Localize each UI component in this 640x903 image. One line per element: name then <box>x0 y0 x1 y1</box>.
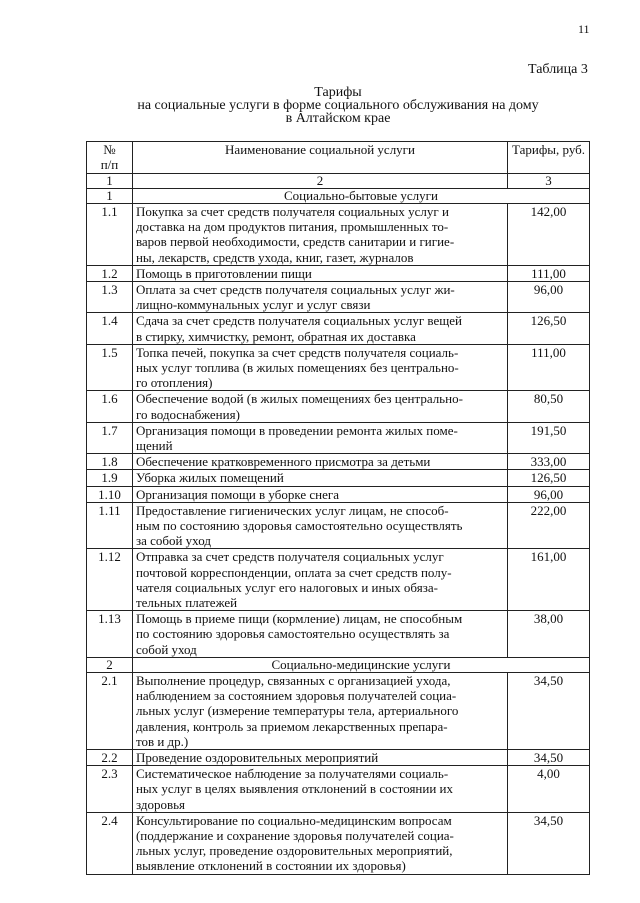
row-number: 1.3 <box>87 282 133 313</box>
row-number: 1.11 <box>87 502 133 549</box>
service-name-line: Предоставление гигиенических услуг лицам, не способ- <box>135 502 449 518</box>
row-number: 1.9 <box>87 470 133 486</box>
service-name-line: почтовой корреспонденции, оплата за счет средств полу- <box>135 564 452 580</box>
section-number: 2 <box>87 657 133 672</box>
title-line-3: в Алтайском крае <box>285 111 391 126</box>
tariff-price: 126,50 <box>508 313 590 344</box>
table-row <box>87 282 590 313</box>
service-name-line: Помощь в приеме пищи (кормление) лицам, не способным <box>135 611 463 627</box>
tariff-price: 34,50 <box>508 812 590 874</box>
service-name-line: Оплата за счет средств получателя социальных услуг жи- <box>135 282 455 298</box>
row-number: 1.12 <box>87 549 133 611</box>
table-row <box>87 502 590 549</box>
row-number: 1.7 <box>87 422 133 453</box>
service-name-line: здоровья <box>135 796 185 812</box>
service-name-line: Покупка за счет средств получателя социальных услуг и <box>135 204 449 219</box>
row-number: 1.1 <box>87 204 133 266</box>
column-index-cell: 2 <box>132 174 507 189</box>
tariff-price: 38,00 <box>508 611 590 658</box>
service-name-line: (поддержание и сохранение здоровья получателей социа- <box>135 827 454 843</box>
service-name-line: Систематическое наблюдение за получателями социаль- <box>135 766 449 782</box>
service-name-line: тельных платежей <box>135 595 238 611</box>
service-name-line: ны, лекарств, средств ухода, книг, газет, журналов <box>135 249 414 265</box>
tariff-price: 161,00 <box>508 549 590 611</box>
service-name-line: Организация помощи в проведении ремонта жилых поме- <box>135 422 458 438</box>
service-name-line: Уборка жилых помещений <box>135 470 284 486</box>
header-num-line-2: п/п <box>100 157 119 172</box>
service-name-line: Сдача за счет средств получателя социальных услуг вещей <box>135 313 463 329</box>
header-price-cell: Тарифы, руб. <box>508 142 590 174</box>
row-number: 1.10 <box>87 486 133 502</box>
tariff-price: 111,00 <box>508 344 590 391</box>
service-name-line: варов первой необходимости, средств санитарии и гигие- <box>135 234 455 250</box>
service-name <box>132 672 507 749</box>
table-label: Таблица 3 <box>528 62 588 77</box>
service-name <box>132 812 507 874</box>
service-name <box>132 454 507 470</box>
service-name-line: лищно-коммунальных услуг и услуг связи <box>135 297 371 313</box>
row-number: 2.1 <box>87 672 133 749</box>
service-name-line: Выполнение процедур, связанных с организацией ухода, <box>135 672 451 688</box>
service-name <box>132 766 507 813</box>
header-name-cell: Наименование социальной услуги <box>132 142 507 174</box>
service-name-line: го водоснабжения) <box>135 406 240 422</box>
service-name <box>132 391 507 422</box>
table-row <box>87 265 590 281</box>
table-row <box>87 611 590 658</box>
row-number: 2.2 <box>87 749 133 765</box>
service-name <box>132 265 507 281</box>
section-number: 1 <box>87 189 133 204</box>
service-name-line: льных услуг (измерение температуры тела, артериального <box>135 703 459 719</box>
document-title <box>88 86 588 125</box>
service-name-line: за собой уход <box>135 533 211 549</box>
title-line-2: на социальные услуги в форме социального обслуживания на дому <box>137 98 539 113</box>
service-name-line: го отопления) <box>135 375 213 391</box>
tariff-price: 80,50 <box>508 391 590 422</box>
table-row <box>87 672 590 749</box>
service-name <box>132 486 507 502</box>
table-row <box>87 470 590 486</box>
service-name-line: по состоянию здоровья самостоятельно осуществлять за <box>135 626 450 642</box>
service-name-line: ным по состоянию здоровья самостоятельно осуществлять <box>135 518 463 534</box>
row-number: 1.4 <box>87 313 133 344</box>
row-number: 1.13 <box>87 611 133 658</box>
section-title: Социально-бытовые услуги <box>132 189 589 204</box>
service-name-line: давления, контроль за приемом лекарственных препара- <box>135 718 448 734</box>
service-name-line: выявление отклонений в состоянии их здоровья) <box>135 858 406 874</box>
service-name <box>132 749 507 765</box>
table-row <box>87 344 590 391</box>
service-name-line: льных услуг, проведение оздоровительных мероприятий, <box>135 843 453 859</box>
service-name-line: чателя социальных услуг его налоговых и иных обяза- <box>135 579 438 595</box>
table-row <box>87 749 590 765</box>
service-name-line: ных услуг топлива (в жилых помещениях без центрально- <box>135 360 459 376</box>
service-name-line: щений <box>135 438 173 454</box>
tariff-price: 333,00 <box>508 454 590 470</box>
service-name <box>132 204 507 266</box>
service-name-line: наблюдением за состоянием здоровья получателей социа- <box>135 688 457 704</box>
service-name-line: ных услуг в целях выявления отклонений в состоянии их <box>135 781 454 797</box>
service-name-line: Организация помощи в уборке снега <box>135 486 339 502</box>
column-index-cell: 3 <box>508 174 590 189</box>
section-row <box>87 189 590 204</box>
service-name-line: в стирку, химчистку, ремонт, обратная их доставка <box>135 328 416 344</box>
tariff-price: 111,00 <box>508 265 590 281</box>
tariff-price: 4,00 <box>508 766 590 813</box>
section-row <box>87 657 590 672</box>
column-index-row <box>87 174 590 189</box>
service-name <box>132 611 507 658</box>
row-number: 1.5 <box>87 344 133 391</box>
service-name-line: собой уход <box>135 641 197 657</box>
tariff-price: 34,50 <box>508 749 590 765</box>
service-name-line: Обеспечение кратковременного присмотра за детьми <box>135 454 431 470</box>
tariff-price: 96,00 <box>508 486 590 502</box>
table-row <box>87 422 590 453</box>
table-row <box>87 313 590 344</box>
table-row <box>87 766 590 813</box>
service-name <box>132 313 507 344</box>
table-row <box>87 204 590 266</box>
title-line-1: Тарифы <box>314 85 362 100</box>
service-name <box>132 422 507 453</box>
table-row <box>87 486 590 502</box>
column-index-cell: 1 <box>87 174 133 189</box>
tariffs-table <box>86 141 590 875</box>
service-name <box>132 282 507 313</box>
header-num-line-1: № <box>103 142 116 157</box>
service-name-line: Топка печей, покупка за счет средств получателя социаль- <box>135 344 459 360</box>
table-row <box>87 391 590 422</box>
tariff-price: 191,50 <box>508 422 590 453</box>
table-row <box>87 812 590 874</box>
row-number: 1.2 <box>87 265 133 281</box>
tariff-price: 222,00 <box>508 502 590 549</box>
page-number: 11 <box>578 22 590 36</box>
table-row <box>87 454 590 470</box>
service-name-line: Отправка за счет средств получателя социальных услуг <box>135 549 444 565</box>
service-name-line: доставка на дом продуктов питания, промышленных то- <box>135 219 449 235</box>
row-number: 1.8 <box>87 454 133 470</box>
section-title: Социально-медицинские услуги <box>132 657 589 672</box>
service-name-line: Помощь в приготовлении пищи <box>135 265 312 281</box>
row-number: 2.3 <box>87 766 133 813</box>
service-name <box>132 502 507 549</box>
tariff-price: 34,50 <box>508 672 590 749</box>
service-name-line: Обеспечение водой (в жилых помещениях без центрально- <box>135 391 463 407</box>
service-name <box>132 344 507 391</box>
row-number: 1.6 <box>87 391 133 422</box>
service-name-line: Проведение оздоровительных мероприятий <box>135 749 379 765</box>
table-header-row <box>87 142 590 174</box>
tariff-price: 96,00 <box>508 282 590 313</box>
table-row <box>87 549 590 611</box>
row-number: 2.4 <box>87 812 133 874</box>
service-name <box>132 549 507 611</box>
service-name <box>132 470 507 486</box>
service-name-line: тов и др.) <box>135 733 189 749</box>
tariff-price: 142,00 <box>508 204 590 266</box>
tariff-price: 126,50 <box>508 470 590 486</box>
header-num-cell <box>87 142 133 174</box>
service-name-line: Консультирование по социально-медицинским вопросам <box>135 812 452 828</box>
